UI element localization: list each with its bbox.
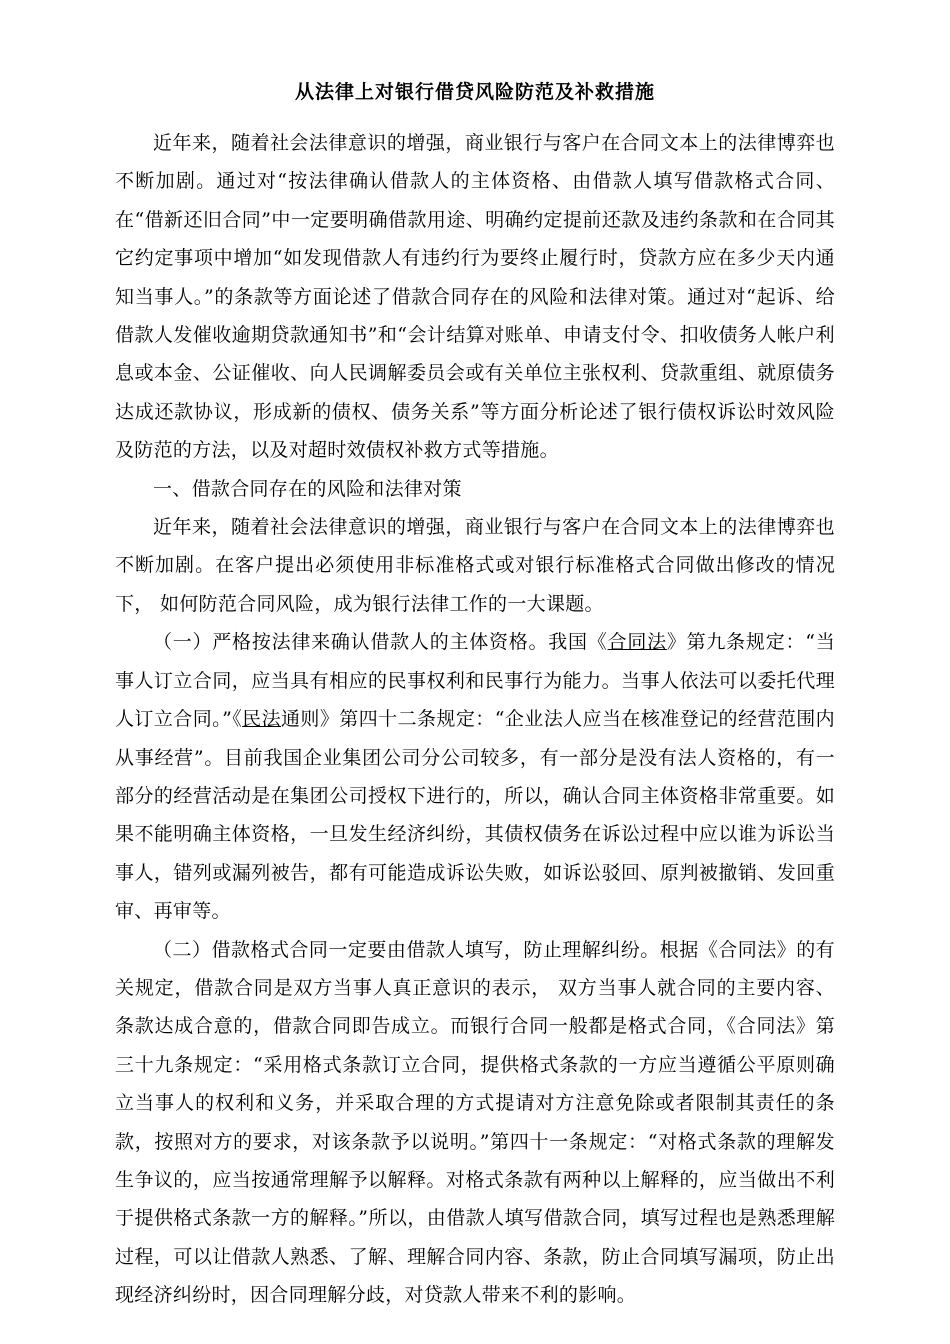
paragraph-item-1: [115, 623, 835, 930]
item-1-text-a: （一）严格按法律来确认借款人的主体资格。我国《: [153, 631, 608, 654]
document-page: [115, 72, 835, 1315]
civil-law-link[interactable]: 民法: [242, 708, 281, 731]
paragraph-item-2: （二）借款格式合同一定要由借款人填写，防止理解纠纷。根据《合同法》的有关规定，借款合同是双方当事人真正意识的表示， 双方当事人就合同的主要内容、条款达成合意的，借款合同即告成立。而银行合同一般都是格式合同，《合同法》第三十九条规定：“采用格式条款订立合同，提供格式条款的一方应当遵循公平原则确立当事人的权利和义务，并采取合理的方式提请对方注意免除或者限制其责任的条款，按照对方的要求，对该条款予以说明。”第四十一条规定：“对格式条款的理解发生争议的，应当按通常理解予以解释。对格式条款有两种以上解释的，应当做出不利于提供格式条款一方的解释。”所以，由借款人填写借款合同，填写过程也是熟悉理解过程，可以让借款人熟悉、了解、理解合同内容、条款，防止合同填写漏项，防止出现经济纠纷时，因合同理解分歧，对贷款人带来不利的影响。: [115, 938, 835, 1307]
document-title: 从法律上对银行借贷风险防范及补救措施: [294, 81, 655, 103]
contract-law-link[interactable]: 合同法: [607, 631, 667, 654]
section-heading: 一、借款合同存在的风险和法律对策: [153, 477, 462, 500]
paragraph-abstract: 近年来，随着社会法律意识的增强，商业银行与客户在合同文本上的法律博弈也不断加剧。通过对“按法律确认借款人的主体资格、由借款人填写借款格式合同、在“借新还旧合同”中一定要明确借款用途、明确约定提前还款及违约条款和在合同其它约定事项中增加“如发现借款人有违约行为要终止履行时，贷款方应在多少天内通知当事人。”的条款等方面论述了借款合同存在的风险和法律对策。通过对“起诉、给借款人发催收逾期贷款通知书”和“会计结算对账单、申请支付令、扣收债务人帐户利息或本金、公证催收、向人民调解委员会或有关单位主张权利、贷款重组、就原债务达成还款协议，形成新的债权、债务关系”等方面分析论述了银行债权诉讼时效风险及防范的方法，以及对超时效债权补救方式等措施。: [115, 132, 835, 462]
item-1-text-c: 通则》第四十二条规定：“企业法人应当在核准登记的经营范围内从事经营”。目前我国企业集团公司分公司较多，有一部分是没有法人资格的，有一部分的经营活动是在集团公司授权下进行的，所以，确认合同主体资格非常重要。如果不能明确主体资格，一旦发生经济纠纷，其债权债务在诉讼过程中应以谁为诉讼当事人，错列或漏列被告，都有可能造成诉讼失败，如诉讼驳回、原判被撤销、发回重审、再审等。: [115, 708, 835, 923]
paragraph-intro: 近年来，随着社会法律意识的增强，商业银行与客户在合同文本上的法律博弈也不断加剧。在客户提出必须使用非标准格式或对银行标准格式合同做出修改的情况下， 如何防范合同风险，成为银行法律工作的一大课题。: [115, 516, 835, 615]
item-1-text-b: 》第九条规定：“当事人订立合同，应当具有相应的民事权利和民事行为能力。当事人依法可以委托代理人订立合同。”《: [115, 631, 835, 731]
